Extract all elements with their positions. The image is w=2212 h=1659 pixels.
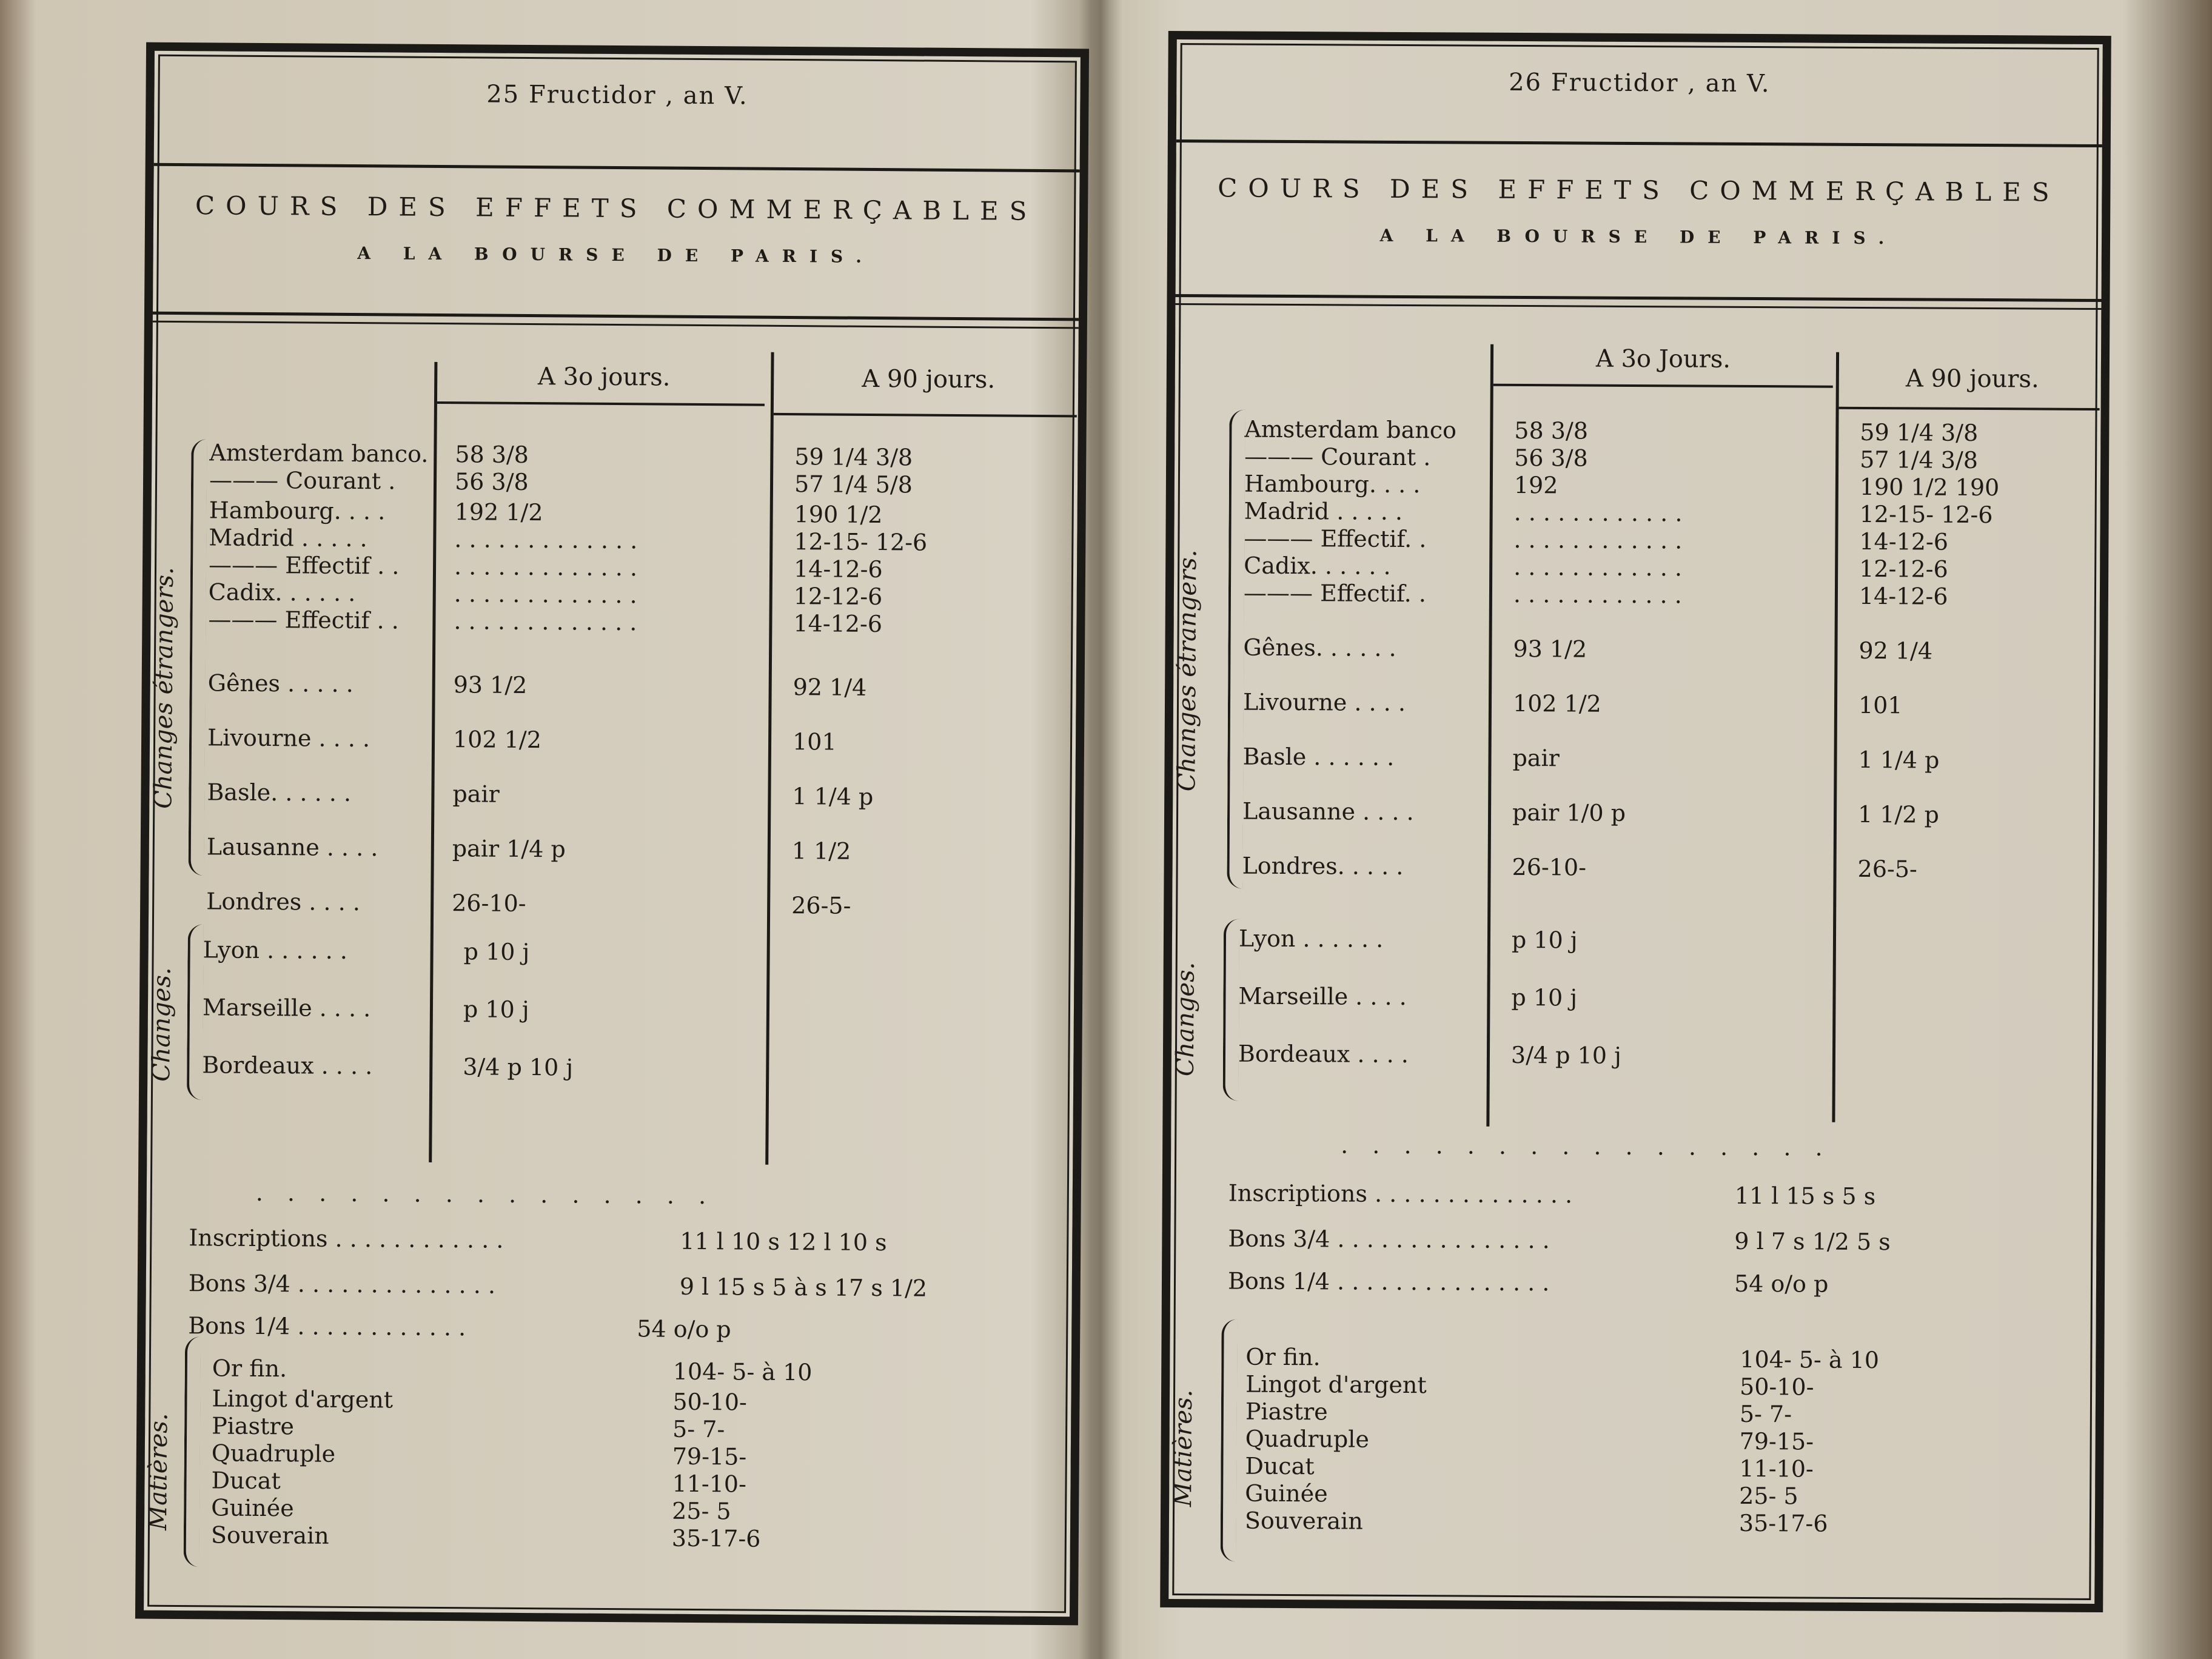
row-label: Madrid . . . . . [1244, 497, 1403, 525]
cell-30-jours: 3/4 p 10 j [463, 1053, 574, 1081]
row-label: Livourne . . . . [207, 724, 370, 752]
page-subtitle: A LA BOURSE DE PARIS. [1379, 225, 1898, 249]
col-header-30: A 3o jours. [537, 363, 671, 392]
row-label: Amsterdam banco. [209, 439, 429, 468]
row-label: ——— Effectif. . [1244, 525, 1427, 553]
title-rule [153, 312, 1079, 321]
running-head: 26 Fructidor , an V. [1509, 68, 1771, 98]
row-label: ——— Courant . [209, 466, 396, 495]
row-label: Basle. . . . . . [207, 779, 352, 806]
cell-30-jours: 58 3/8 [455, 441, 529, 469]
cell-30-jours: p 10 j [1511, 984, 1578, 1011]
row-label: Lyon . . . . . . [203, 936, 348, 964]
cell-30-jours: 192 [1513, 471, 1558, 499]
row-label: Madrid . . . . . [209, 524, 367, 552]
cell-30-jours: pair [1512, 744, 1560, 772]
matiere-value: 35-17-6 [671, 1524, 761, 1552]
row-label: ——— Effectif . . [208, 551, 400, 580]
fund-label: Bons 1/4 . . . . . . . . . . . . [188, 1312, 466, 1341]
matiere-label: Quadruple [211, 1439, 336, 1467]
cell-30-jours: 56 3/8 [454, 468, 529, 496]
column-divider-2 [1832, 352, 1839, 1122]
cell-90-jours: 92 1/4 [1858, 637, 1933, 665]
row-label: Londres. . . . . [1242, 852, 1404, 880]
group-label-matieres: Matières. [1169, 1389, 1198, 1507]
matiere-value: 50-10- [672, 1388, 748, 1416]
cell-90-jours: 190 1/2 [794, 501, 883, 529]
left-page [135, 42, 1089, 1626]
row-label: Londres . . . . [206, 888, 361, 916]
row-label: Livourne . . . . [1242, 688, 1406, 717]
column-divider-1 [1486, 344, 1493, 1127]
row-label: ——— Courant . [1244, 443, 1431, 471]
matiere-value: 11-10- [672, 1470, 747, 1498]
group-brace-changes [1223, 919, 1240, 1101]
cell-90-jours: 12-15- 12-6 [1859, 500, 1993, 529]
fund-value: 9 l 15 s 5 à s 17 s 1/2 [679, 1273, 928, 1302]
matiere-value: 104- 5- à 10 [672, 1358, 813, 1386]
matiere-label: Guinée [1245, 1480, 1328, 1507]
cell-30-jours: 93 1/2 [453, 671, 528, 699]
matiere-label: Guinée [211, 1494, 294, 1522]
cell-90-jours: 59 1/4 3/8 [794, 443, 913, 471]
cell-90-jours: 14-12-6 [1858, 582, 1948, 610]
matiere-value: 79-15- [672, 1443, 747, 1470]
cell-30-jours: 58 3/8 [1514, 417, 1589, 444]
row-label: Gênes . . . . . [207, 669, 354, 698]
row-label: Cadix. . . . . . [208, 578, 356, 607]
matiere-label: Quadruple [1245, 1425, 1369, 1453]
cell-30-jours: pair 1/0 p [1512, 799, 1626, 826]
row-label: ——— Effectif. . [1243, 579, 1427, 608]
col-header-rule-30 [437, 401, 765, 406]
cell-30-jours: . . . . . . . . . . . . [1513, 580, 1682, 609]
cell-90-jours: 101 [1858, 691, 1903, 719]
cell-90-jours: 26-5- [1857, 855, 1917, 883]
separator-dots: . . . . . . . . . . . . . . . [255, 1179, 715, 1210]
group-brace-etrangers [189, 439, 207, 876]
fund-label: Inscriptions . . . . . . . . . . . . [189, 1224, 504, 1253]
row-label: Amsterdam banco [1244, 415, 1457, 444]
col-header-90: A 90 jours. [1905, 364, 2039, 394]
page-title: COURS DES EFFETS COMMERÇABLES [1218, 173, 2060, 207]
cell-30-jours: . . . . . . . . . . . . [1513, 526, 1683, 554]
row-label: Marseille . . . . [1238, 982, 1407, 1011]
fund-value: 54 o/o p [637, 1315, 731, 1343]
row-label: ——— Effectif . . [208, 606, 399, 634]
cell-30-jours: . . . . . . . . . . . . [1513, 498, 1683, 527]
row-label: Lausanne . . . . [1242, 797, 1414, 826]
group-brace-matieres [184, 1336, 201, 1567]
matiere-label: Piastre [1245, 1398, 1328, 1426]
cell-90-jours: 1 1/2 p [1857, 800, 1940, 828]
fund-label: Inscriptions . . . . . . . . . . . . . . [1228, 1179, 1573, 1208]
fund-label: Bons 1/4 . . . . . . . . . . . . . . . [1227, 1267, 1550, 1296]
page-subtitle: A LA BOURSE DE PARIS. [357, 243, 876, 267]
row-label: Lyon . . . . . . [1238, 925, 1384, 953]
cell-30-jours: pair 1/4 p [452, 835, 566, 863]
cell-90-jours: 14-12-6 [793, 610, 883, 638]
fund-value: 54 o/o p [1734, 1270, 1829, 1298]
cell-30-jours: 102 1/2 [1512, 689, 1601, 717]
column-divider-1 [429, 362, 437, 1162]
cell-30-jours: 102 1/2 [452, 726, 541, 754]
row-label: Hambourg. . . . [209, 497, 386, 525]
matiere-value: 11-10- [1739, 1455, 1814, 1483]
row-label: Bordeaux . . . . [202, 1051, 373, 1080]
matiere-value: 25- 5 [1739, 1482, 1798, 1510]
matiere-label: Souverain [1244, 1507, 1363, 1535]
matiere-value: 25- 5 [672, 1497, 731, 1525]
page-title: COURS DES EFFETS COMMERÇABLES [195, 190, 1038, 226]
cell-90-jours: 12-12-6 [1859, 555, 1948, 583]
col-header-rule-90 [1839, 407, 2100, 411]
cell-90-jours: 59 1/4 3/8 [1860, 418, 1979, 446]
cell-90-jours: 1 1/4 p [1858, 746, 1940, 774]
cell-30-jours: . . . . . . . . . . . . . [454, 580, 637, 609]
cell-30-jours: p 10 j [463, 996, 529, 1024]
fund-value: 11 l 10 s 12 l 10 s [680, 1227, 887, 1256]
row-label: Gênes. . . . . . [1243, 634, 1396, 662]
matiere-value: 5- 7- [1739, 1400, 1792, 1428]
cell-30-jours: 56 3/8 [1514, 444, 1588, 472]
cell-30-jours: 26-10- [452, 890, 526, 917]
cell-30-jours: 3/4 p 10 j [1510, 1041, 1621, 1069]
fund-label: Bons 3/4 . . . . . . . . . . . . . . . [1228, 1225, 1550, 1254]
title-rule-2 [1175, 303, 2101, 310]
title-rule-2 [153, 321, 1079, 329]
col-header-30: A 3o Jours. [1595, 344, 1731, 374]
col-header-rule-90 [774, 413, 1077, 417]
cell-90-jours: 101 [792, 728, 837, 756]
cell-90-jours: 1 1/2 [791, 837, 851, 865]
col-header-90: A 90 jours. [862, 364, 996, 394]
cell-90-jours: 92 1/4 [793, 674, 867, 701]
running-head: 25 Fructidor , an V. [486, 80, 748, 110]
matiere-label: Souverain [210, 1521, 329, 1549]
title-rule [1176, 294, 2102, 302]
cell-30-jours: p 10 j [463, 938, 530, 966]
fund-value: 11 l 15 s 5 s [1734, 1182, 1876, 1210]
group-label-matieres: Matières. [144, 1413, 173, 1530]
row-label: Lausanne . . . . [206, 833, 378, 862]
matiere-label: Or fin. [1245, 1343, 1321, 1371]
cell-90-jours: 26-5- [791, 892, 851, 919]
header-rule [154, 163, 1080, 173]
cell-30-jours: . . . . . . . . . . . . . [454, 553, 638, 581]
row-label: Bordeaux . . . . [1238, 1040, 1409, 1068]
group-label-etrangers: Changes étrangers. [149, 567, 179, 809]
matiere-label: Ducat [211, 1467, 281, 1495]
cell-30-jours: 93 1/2 [1513, 635, 1587, 663]
group-label-changes: Changes. [1171, 962, 1200, 1077]
column-divider-2 [765, 352, 774, 1165]
group-brace-changes [187, 924, 204, 1100]
matiere-label: Lingot d'argent [1245, 1370, 1427, 1399]
fund-value: 9 l 7 s 1/2 5 s [1734, 1227, 1891, 1256]
right-page [1160, 31, 2111, 1612]
cell-30-jours: pair [452, 780, 500, 808]
matiere-value: 79-15- [1739, 1427, 1814, 1455]
cell-90-jours: 12-12-6 [793, 583, 883, 611]
matiere-label: Piastre [212, 1412, 295, 1440]
matiere-value: 5- 7- [672, 1415, 725, 1443]
cell-30-jours: . . . . . . . . . . . . [1513, 553, 1683, 581]
matiere-value: 35-17-6 [1738, 1509, 1828, 1537]
cell-90-jours: 57 1/4 3/8 [1860, 446, 1979, 474]
cell-30-jours: . . . . . . . . . . . . . [454, 526, 638, 554]
cell-30-jours: . . . . . . . . . . . . . [454, 608, 637, 636]
cell-90-jours: 1 1/4 p [792, 783, 874, 811]
separator-dots: . . . . . . . . . . . . . . . . [1341, 1131, 1831, 1161]
matiere-value: 50-10- [1740, 1373, 1814, 1401]
header-rule [1176, 139, 2102, 147]
col-header-rule-30 [1493, 384, 1833, 388]
group-brace-matieres [1221, 1319, 1238, 1561]
row-label: Cadix. . . . . . [1244, 552, 1391, 580]
cell-30-jours: 192 1/2 [454, 498, 543, 526]
row-label: Hambourg. . . . [1244, 470, 1421, 498]
row-label: Marseille . . . . [202, 994, 371, 1022]
row-label: Basle . . . . . . [1242, 743, 1395, 771]
fund-label: Bons 3/4 . . . . . . . . . . . . . . [188, 1270, 496, 1299]
cell-90-jours: 57 1/4 5/8 [794, 471, 913, 498]
cell-90-jours: 14-12-6 [1859, 528, 1949, 555]
cell-90-jours: 14-12-6 [793, 555, 883, 583]
cell-30-jours: 26-10- [1512, 853, 1587, 881]
group-label-etrangers: Changes étrangers. [1173, 549, 1202, 792]
cell-90-jours: 190 1/2 190 [1859, 473, 2000, 501]
group-label-changes: Changes. [147, 967, 176, 1082]
cell-30-jours: p 10 j [1511, 926, 1578, 954]
matiere-label: Ducat [1245, 1452, 1315, 1480]
matiere-label: Or fin. [212, 1355, 287, 1382]
cell-90-jours: 12-15- 12-6 [794, 528, 928, 556]
matiere-value: 104- 5- à 10 [1740, 1346, 1880, 1374]
matiere-label: Lingot d'argent [212, 1385, 394, 1413]
